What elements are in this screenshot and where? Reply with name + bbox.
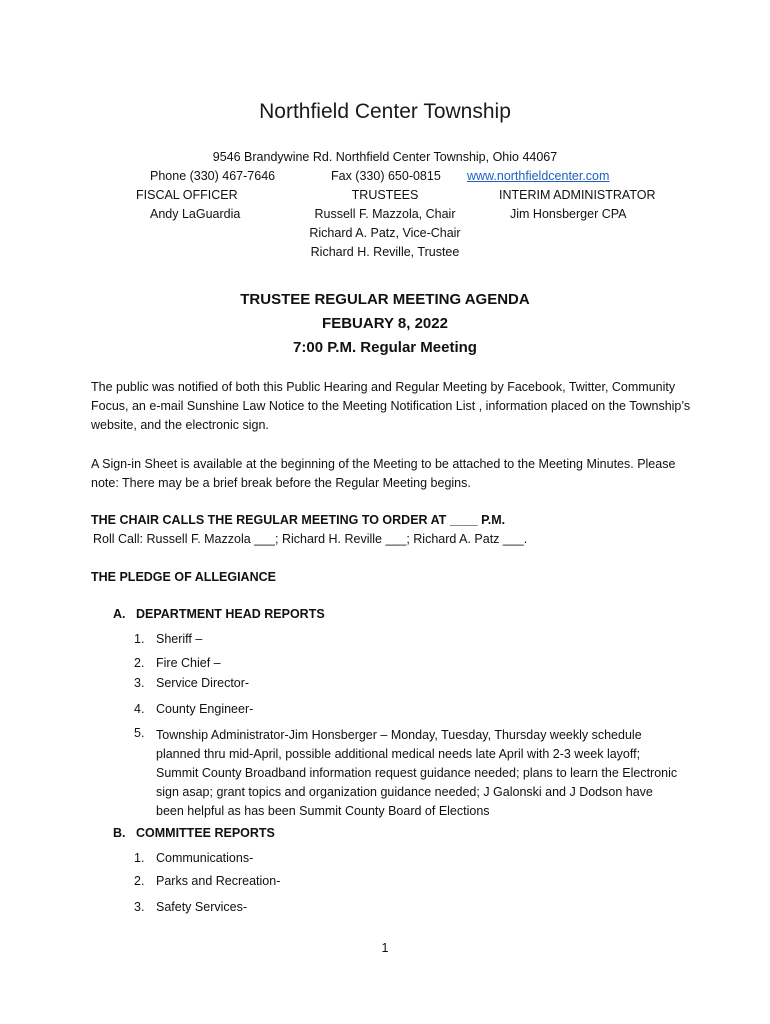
- list-item-number: 3.: [134, 676, 145, 690]
- section-a-title: DEPARTMENT HEAD REPORTS: [136, 607, 325, 621]
- township-title: Northfield Center Township: [259, 100, 511, 123]
- administrator-label: INTERIM ADMINISTRATOR: [499, 188, 656, 202]
- trustee-vice-chair: Richard A. Patz, Vice-Chair: [309, 226, 461, 240]
- list-item: County Engineer-: [156, 702, 254, 716]
- list-item: Communications-: [156, 851, 254, 865]
- website-link[interactable]: www.northfieldcenter.com: [467, 169, 610, 183]
- page-number: 1: [381, 941, 389, 955]
- list-item-number: 1.: [134, 632, 145, 646]
- list-item: Sheriff –: [156, 632, 203, 646]
- list-item-number: 2.: [134, 656, 145, 670]
- trustee-chair: Russell F. Mazzola, Chair: [314, 207, 456, 221]
- list-item-number: 3.: [134, 900, 145, 914]
- list-item-number: 1.: [134, 851, 145, 865]
- pledge-heading: THE PLEDGE OF ALLEGIANCE: [91, 570, 276, 584]
- agenda-date: FEBUARY 8, 2022: [322, 315, 448, 332]
- township-address: 9546 Brandywine Rd. Northfield Center Township, Ohio 44067: [212, 150, 558, 164]
- list-item-number: 4.: [134, 702, 145, 716]
- list-item-number: 5.: [134, 726, 145, 740]
- call-to-order: THE CHAIR CALLS THE REGULAR MEETING TO ORDER AT ____ P.M.: [91, 513, 506, 527]
- trustees-label: TRUSTEES: [351, 188, 419, 202]
- section-b-title: COMMITTEE REPORTS: [136, 826, 275, 840]
- roll-call: Roll Call: Russell F. Mazzola ___; Richard H. Reville ___; Richard A. Patz ___.: [93, 532, 528, 546]
- list-item-number: 2.: [134, 874, 145, 888]
- administrator-name: Jim Honsberger CPA: [510, 207, 627, 221]
- fiscal-officer-name: Andy LaGuardia: [150, 207, 241, 221]
- fax-number: Fax (330) 650-0815: [331, 169, 441, 183]
- section-b-letter: B.: [113, 826, 126, 840]
- list-item: Fire Chief –: [156, 656, 221, 670]
- signin-paragraph: A Sign-in Sheet is available at the beginning of the Meeting to be attached to the Meeting Minutes. Please note: There may be a brief break before the Regular Meeting begins.: [91, 457, 676, 490]
- list-item: Safety Services-: [156, 900, 248, 914]
- phone-number: Phone (330) 467-7646: [150, 169, 276, 183]
- list-item: Service Director-: [156, 676, 250, 690]
- fiscal-officer-label: FISCAL OFFICER: [136, 188, 238, 202]
- section-a-letter: A.: [113, 607, 126, 621]
- agenda-heading: TRUSTEE REGULAR MEETING AGENDA: [240, 291, 530, 308]
- list-item: Township Administrator-Jim Honsberger – Monday, Tuesday, Thursday weekly schedule planned thru mid-April, possible additional medical needs late April with 2-3 week layoff; Summit County Broadband information request guidance needed; plans to learn the Electronic sign asap; grant topics and organization guidance needed; J Galonski and J Dodson have been helpful as has been Summit County Board of Elections: [156, 728, 678, 818]
- list-item: Parks and Recreation-: [156, 874, 281, 888]
- trustee-member: Richard H. Reville, Trustee: [310, 245, 460, 259]
- notice-paragraph: The public was notified of both this Public Hearing and Regular Meeting by Facebook, Twitter, Community Focus, an e-mail Sunshine Law Notice to the Meeting Notification List , information placed on the Township’s website, and the electronic sign.: [91, 380, 691, 432]
- agenda-time: 7:00 P.M. Regular Meeting: [293, 339, 477, 356]
